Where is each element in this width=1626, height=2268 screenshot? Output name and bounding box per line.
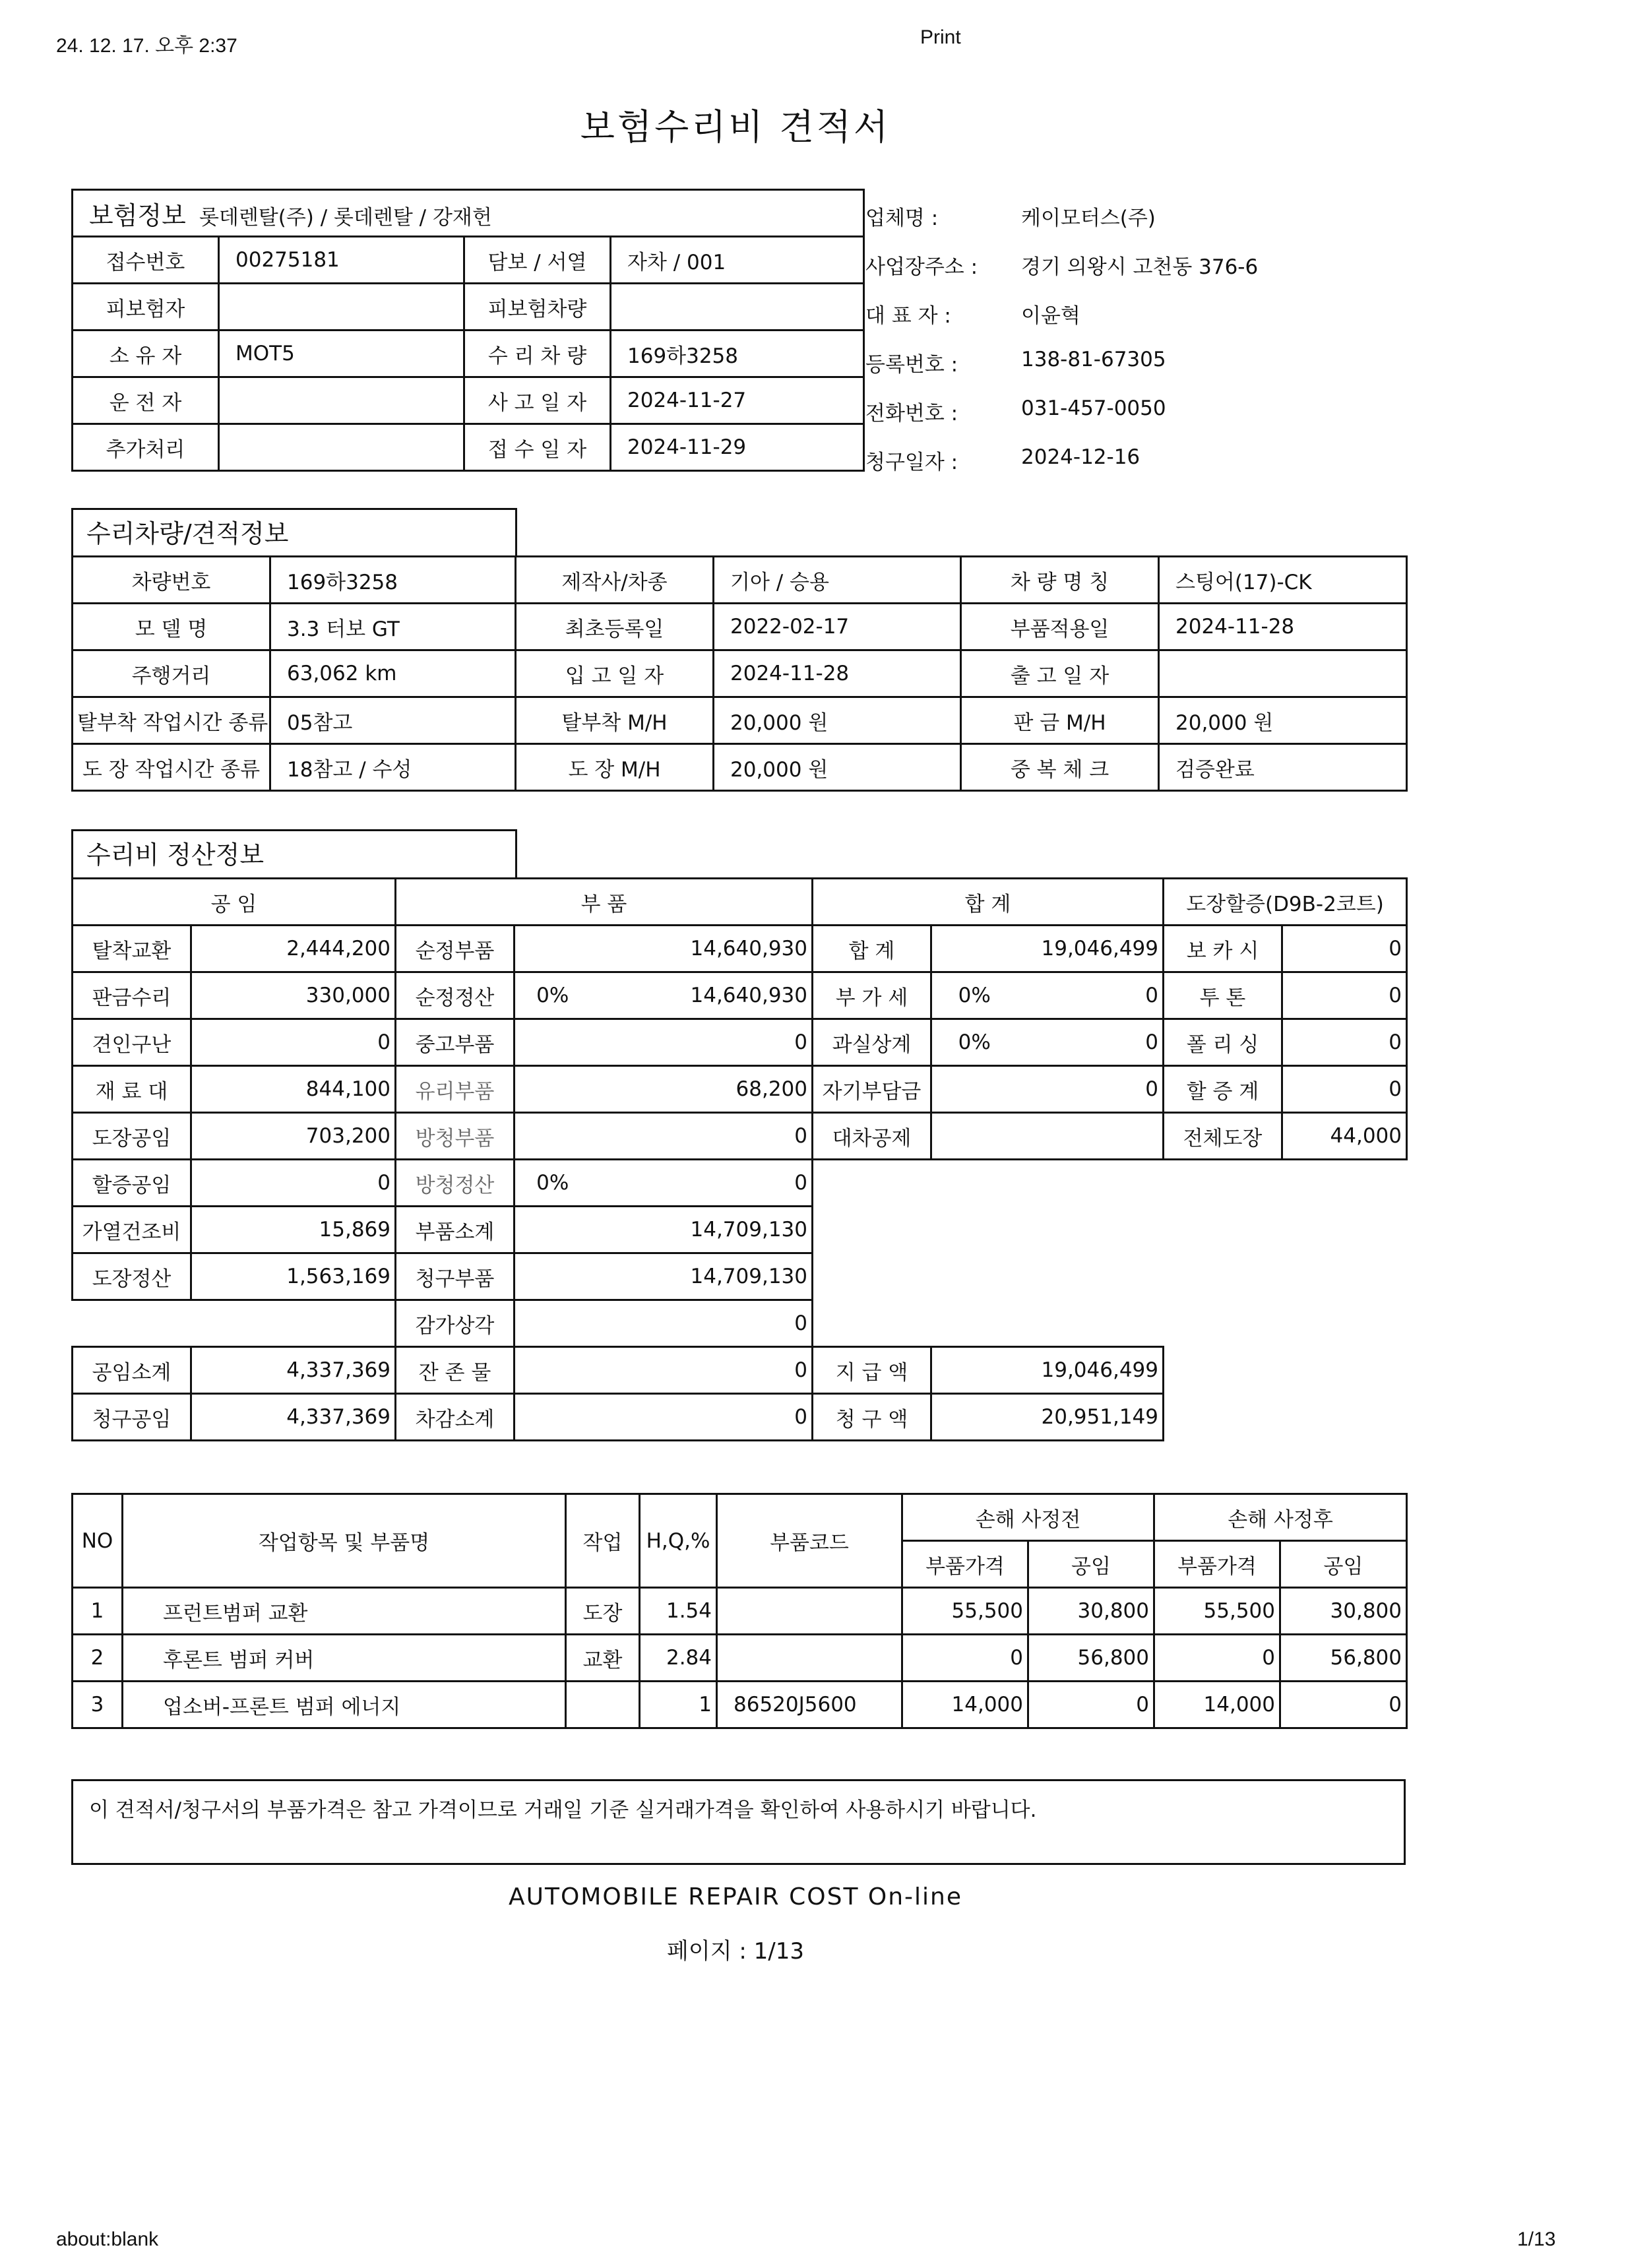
item-name: 후론트 범퍼 커버 (123, 1635, 566, 1682)
vehicle-field-value: 2024-11-28 (714, 650, 961, 697)
item-after-labor: 0 (1280, 1682, 1407, 1728)
settlement-labor-value (191, 1300, 396, 1347)
settlement-row (73, 1113, 1407, 1160)
item-hq: 2.84 (640, 1635, 717, 1682)
settlement-header-paint-surcharge: 도장할증(D9B-2코트) (1164, 879, 1407, 926)
vehicle-info-table (71, 555, 1408, 792)
item-hq: 1.54 (640, 1588, 717, 1635)
settlement-row (73, 1300, 1407, 1347)
settlement-parts-value: 0 (590, 1347, 813, 1394)
settlement-empty-cell (1164, 1300, 1282, 1347)
settlement-total-rate (931, 1394, 1017, 1441)
settlement-parts-rate (515, 1394, 590, 1441)
vehicle-section-title: 수리차량/견적정보 (71, 508, 517, 557)
settlement-parts-rate (515, 1300, 590, 1347)
settlement-labor-value: 4,337,369 (191, 1394, 396, 1441)
settlement-empty-cell (931, 1253, 1017, 1300)
business-info-value: 경기 의왕시 고천동 376-6 (1021, 255, 1259, 279)
business-info-label: 전화번호 : (865, 402, 958, 425)
settlement-total-value: 19,046,499 (1017, 926, 1164, 972)
vehicle-row (73, 604, 1407, 650)
insurance-field-value (611, 284, 864, 331)
item-no: 3 (73, 1682, 123, 1728)
item-after-part-price: 14,000 (1154, 1682, 1280, 1728)
item-code: 86520J5600 (717, 1682, 902, 1728)
print-timestamp: 24. 12. 17. 오후 2:37 (56, 35, 237, 57)
settlement-empty-cell (1282, 1160, 1407, 1207)
item-before-part-price: 0 (902, 1635, 1028, 1682)
vehicle-row (73, 557, 1407, 604)
settlement-empty-cell (1017, 1207, 1164, 1253)
insurance-field-value: 169하3258 (611, 331, 864, 377)
settlement-total-label: 지 급 액 (813, 1347, 931, 1394)
settlement-labor-label: 도장정산 (73, 1253, 191, 1300)
insurance-field-value (219, 377, 464, 424)
items-header-before: 손해 사정전 (902, 1494, 1154, 1541)
settlement-empty-cell (1164, 1253, 1282, 1300)
settlement-empty-cell (931, 1300, 1017, 1347)
settlement-total-label: 과실상계 (813, 1019, 931, 1066)
settlement-parts-value: 0 (590, 1113, 813, 1160)
vehicle-field-value: 05참고 (270, 697, 516, 744)
settlement-labor-value: 0 (191, 1160, 396, 1207)
settlement-total-rate (931, 1113, 1017, 1160)
settlement-parts-rate: 0% (515, 972, 590, 1019)
work-item-row (73, 1588, 1407, 1635)
settlement-total-value: 19,046,499 (1017, 1347, 1164, 1394)
settlement-parts-value: 14,709,130 (590, 1207, 813, 1253)
settlement-paint-value: 0 (1282, 926, 1407, 972)
settlement-labor-label: 청구공임 (73, 1394, 191, 1441)
settlement-paint-value: 0 (1282, 1066, 1407, 1113)
settlement-labor-label: 재 료 대 (73, 1066, 191, 1113)
settlement-labor-label (73, 1300, 191, 1347)
insurance-field-value: 00275181 (219, 237, 464, 284)
settlement-empty-cell (1282, 1207, 1407, 1253)
settlement-parts-rate: 0% (515, 1160, 590, 1207)
settlement-empty-cell (1017, 1253, 1164, 1300)
settlement-empty-cell (1282, 1394, 1407, 1441)
settlement-parts-rate (515, 926, 590, 972)
settlement-labor-value: 0 (191, 1019, 396, 1066)
settlement-paint-label: 할 증 계 (1164, 1066, 1282, 1113)
settlement-parts-label: 순정정산 (396, 972, 515, 1019)
settlement-parts-rate (515, 1113, 590, 1160)
item-no: 2 (73, 1635, 123, 1682)
settlement-total-rate: 0% (931, 1019, 1017, 1066)
vehicle-field-value: 20,000 원 (714, 744, 961, 791)
items-header-code: 부품코드 (717, 1494, 902, 1588)
settlement-paint-value: 0 (1282, 972, 1407, 1019)
settlement-paint-label: 투 톤 (1164, 972, 1282, 1019)
settlement-total-value: 0 (1017, 972, 1164, 1019)
business-info-label: 등록번호 : (865, 353, 958, 377)
settlement-parts-value: 68,200 (590, 1066, 813, 1113)
vehicle-row (73, 650, 1407, 697)
item-name: 프런트범퍼 교환 (123, 1588, 566, 1635)
settlement-empty-cell (1017, 1160, 1164, 1207)
vehicle-field-label: 탈부착 작업시간 종류 (73, 697, 270, 744)
settlement-parts-label: 청구부품 (396, 1253, 515, 1300)
settlement-section-title: 수리비 정산정보 (71, 829, 517, 879)
settlement-row (73, 1394, 1407, 1441)
item-after-part-price: 55,500 (1154, 1588, 1280, 1635)
settlement-empty-cell (1164, 1160, 1282, 1207)
business-info-value: 2024-12-16 (1021, 445, 1141, 469)
settlement-labor-label: 공임소계 (73, 1347, 191, 1394)
settlement-empty-cell (813, 1300, 931, 1347)
item-after-labor: 30,800 (1280, 1588, 1407, 1635)
settlement-row (73, 1019, 1407, 1066)
item-work: 도장 (566, 1588, 640, 1635)
business-info-value: 031-457-0050 (1021, 396, 1166, 420)
work-item-row (73, 1682, 1407, 1728)
item-no: 1 (73, 1588, 123, 1635)
items-header-no: NO (73, 1494, 123, 1588)
settlement-row (73, 1347, 1407, 1394)
settlement-total-value: 20,951,149 (1017, 1394, 1164, 1441)
settlement-parts-rate (515, 1066, 590, 1113)
item-before-labor: 0 (1028, 1682, 1154, 1728)
settlement-parts-rate (515, 1253, 590, 1300)
vehicle-field-label: 제작사/차종 (516, 557, 714, 604)
insurance-field-label: 피보험차량 (464, 284, 611, 331)
settlement-labor-label: 할증공임 (73, 1160, 191, 1207)
settlement-parts-label: 부품소계 (396, 1207, 515, 1253)
settlement-parts-value: 0 (590, 1394, 813, 1441)
settlement-labor-label: 탈착교환 (73, 926, 191, 972)
insurance-field-value (219, 284, 464, 331)
item-work (566, 1682, 640, 1728)
settlement-parts-label: 중고부품 (396, 1019, 515, 1066)
settlement-parts-rate (515, 1347, 590, 1394)
settlement-parts-value: 14,709,130 (590, 1253, 813, 1300)
print-url: about:blank (56, 2228, 159, 2250)
settlement-parts-value: 0 (590, 1160, 813, 1207)
settlement-total-label: 자기부담금 (813, 1066, 931, 1113)
vehicle-field-label: 주행거리 (73, 650, 270, 697)
settlement-parts-rate (515, 1019, 590, 1066)
settlement-row (73, 926, 1407, 972)
settlement-empty-cell (1164, 1347, 1282, 1394)
items-header-before-part-price: 부품가격 (902, 1541, 1028, 1588)
print-title: Print (920, 26, 961, 48)
settlement-paint-value: 44,000 (1282, 1113, 1407, 1160)
price-notice: 이 견적서/청구서의 부품가격은 참고 가격이므로 거래일 기준 실거래가격을 확인하여 사용하시기 바랍니다. (71, 1779, 1406, 1865)
insurance-field-label: 운 전 자 (73, 377, 219, 424)
settlement-empty-cell (931, 1160, 1017, 1207)
insurance-row (73, 424, 864, 471)
settlement-total-rate: 0% (931, 972, 1017, 1019)
settlement-total-rate (931, 1347, 1017, 1394)
insurance-field-label: 추가처리 (73, 424, 219, 471)
settlement-empty-cell (1282, 1253, 1407, 1300)
settlement-empty-cell (1282, 1347, 1407, 1394)
settlement-labor-label: 도장공임 (73, 1113, 191, 1160)
vehicle-field-label: 출 고 일 자 (961, 650, 1159, 697)
settlement-empty-cell (931, 1207, 1017, 1253)
page-number: 페이지 : 1/13 (667, 1938, 804, 1965)
system-name: AUTOMOBILE REPAIR COST On-line (509, 1883, 962, 1910)
items-header-hq: H,Q,% (640, 1494, 717, 1588)
settlement-paint-label: 폴 리 싱 (1164, 1019, 1282, 1066)
insurance-info-header (73, 190, 864, 237)
insurance-field-value: 2024-11-27 (611, 377, 864, 424)
vehicle-field-value: 20,000 원 (1159, 697, 1407, 744)
insurance-field-label: 피보험자 (73, 284, 219, 331)
vehicle-field-value: 63,062 km (270, 650, 516, 697)
settlement-empty-cell (1164, 1394, 1282, 1441)
settlement-total-label: 합 계 (813, 926, 931, 972)
items-header-before-labor: 공임 (1028, 1541, 1154, 1588)
vehicle-row (73, 697, 1407, 744)
business-info-value: 이윤혁 (1021, 304, 1080, 328)
settlement-labor-label: 가열건조비 (73, 1207, 191, 1253)
insurance-field-label: 접수번호 (73, 237, 219, 284)
business-info-label: 업체명 : (865, 206, 939, 230)
settlement-labor-label: 견인구난 (73, 1019, 191, 1066)
vehicle-field-value: 3.3 터보 GT (270, 604, 516, 650)
settlement-total-rate (931, 1066, 1017, 1113)
settlement-header-labor: 공 임 (73, 879, 396, 926)
insurance-field-label: 소 유 자 (73, 331, 219, 377)
insurance-row (73, 284, 864, 331)
insurance-row (73, 377, 864, 424)
insurance-field-label: 담보 / 서열 (464, 237, 611, 284)
insurance-info-label: 보험정보 (89, 201, 186, 230)
vehicle-field-value (1159, 650, 1407, 697)
settlement-total-value: 0 (1017, 1066, 1164, 1113)
settlement-header-total: 합 계 (813, 879, 1164, 926)
insurance-field-label: 사 고 일 자 (464, 377, 611, 424)
settlement-parts-value: 14,640,930 (590, 926, 813, 972)
insurance-company: 롯데렌탈(주) / 롯데렌탈 / 강재헌 (199, 205, 492, 230)
item-name: 업소버-프론트 범퍼 에너지 (123, 1682, 566, 1728)
settlement-labor-value: 15,869 (191, 1207, 396, 1253)
item-hq: 1 (640, 1682, 717, 1728)
settlement-labor-value: 4,337,369 (191, 1347, 396, 1394)
vehicle-field-label: 차량번호 (73, 557, 270, 604)
settlement-total-value (1017, 1113, 1164, 1160)
vehicle-field-label: 모 델 명 (73, 604, 270, 650)
vehicle-field-label: 탈부착 M/H (516, 697, 714, 744)
settlement-paint-value: 0 (1282, 1019, 1407, 1066)
settlement-total-label: 부 가 세 (813, 972, 931, 1019)
vehicle-field-value: 기아 / 승용 (714, 557, 961, 604)
vehicle-field-value: 검증완료 (1159, 744, 1407, 791)
settlement-parts-label: 잔 존 물 (396, 1347, 515, 1394)
insurance-field-value (219, 424, 464, 471)
settlement-parts-label: 차감소계 (396, 1394, 515, 1441)
insurance-field-value: 2024-11-29 (611, 424, 864, 471)
business-info-value: 케이모터스(주) (1021, 206, 1156, 230)
settlement-parts-value: 0 (590, 1019, 813, 1066)
settlement-labor-value: 844,100 (191, 1066, 396, 1113)
item-code (717, 1588, 902, 1635)
settlement-empty-cell (1164, 1207, 1282, 1253)
item-before-labor: 30,800 (1028, 1588, 1154, 1635)
settlement-labor-value: 2,444,200 (191, 926, 396, 972)
vehicle-field-value: 2024-11-28 (1159, 604, 1407, 650)
items-header-after: 손해 사정후 (1154, 1494, 1407, 1541)
items-header-after-labor: 공임 (1280, 1541, 1407, 1588)
settlement-parts-label: 방청부품 (396, 1113, 515, 1160)
item-before-part-price: 14,000 (902, 1682, 1028, 1728)
settlement-row (73, 1253, 1407, 1300)
business-info-label: 사업장주소 : (865, 255, 978, 279)
insurance-field-label: 접 수 일 자 (464, 424, 611, 471)
vehicle-field-value: 169하3258 (270, 557, 516, 604)
settlement-parts-rate (515, 1207, 590, 1253)
item-work: 교환 (566, 1635, 640, 1682)
settlement-row (73, 1160, 1407, 1207)
insurance-row (73, 331, 864, 377)
business-info-value: 138-81-67305 (1021, 348, 1166, 371)
settlement-total-rate (931, 926, 1017, 972)
settlement-empty-cell (813, 1253, 931, 1300)
insurance-field-value: 자차 / 001 (611, 237, 864, 284)
settlement-parts-value: 0 (590, 1300, 813, 1347)
settlement-total-label: 대차공제 (813, 1113, 931, 1160)
settlement-paint-label: 보 카 시 (1164, 926, 1282, 972)
settlement-paint-label: 전체도장 (1164, 1113, 1282, 1160)
settlement-labor-value: 330,000 (191, 972, 396, 1019)
settlement-table (71, 877, 1408, 1441)
document-title: 보험수리비 견적서 (580, 106, 891, 148)
vehicle-field-value: 18참고 / 수성 (270, 744, 516, 791)
settlement-row (73, 972, 1407, 1019)
insurance-row (73, 237, 864, 284)
settlement-labor-label: 판금수리 (73, 972, 191, 1019)
items-header-name: 작업항목 및 부품명 (123, 1494, 566, 1588)
settlement-row (73, 1066, 1407, 1113)
business-info-label: 청구일자 : (865, 451, 958, 474)
item-after-part-price: 0 (1154, 1635, 1280, 1682)
vehicle-field-value: 2022-02-17 (714, 604, 961, 650)
insurance-field-label: 수 리 차 량 (464, 331, 611, 377)
settlement-empty-cell (1282, 1300, 1407, 1347)
settlement-parts-label: 방청정산 (396, 1160, 515, 1207)
settlement-labor-value: 1,563,169 (191, 1253, 396, 1300)
business-info-label: 대 표 자 : (865, 304, 951, 328)
settlement-empty-cell (1017, 1300, 1164, 1347)
settlement-empty-cell (813, 1160, 931, 1207)
settlement-empty-cell (813, 1207, 931, 1253)
settlement-total-label: 청 구 액 (813, 1394, 931, 1441)
item-before-part-price: 55,500 (902, 1588, 1028, 1635)
item-code (717, 1635, 902, 1682)
settlement-parts-label: 감가상각 (396, 1300, 515, 1347)
vehicle-field-label: 도 장 M/H (516, 744, 714, 791)
vehicle-field-label: 도 장 작업시간 종류 (73, 744, 270, 791)
settlement-parts-value: 14,640,930 (590, 972, 813, 1019)
insurance-field-value: MOT5 (219, 331, 464, 377)
vehicle-field-label: 부품적용일 (961, 604, 1159, 650)
items-header-after-part-price: 부품가격 (1154, 1541, 1280, 1588)
vehicle-field-label: 최초등록일 (516, 604, 714, 650)
vehicle-field-value: 20,000 원 (714, 697, 961, 744)
vehicle-field-label: 입 고 일 자 (516, 650, 714, 697)
vehicle-field-label: 차 량 명 칭 (961, 557, 1159, 604)
vehicle-field-label: 판 금 M/H (961, 697, 1159, 744)
settlement-parts-label: 유리부품 (396, 1066, 515, 1113)
print-page-count: 1/13 (1517, 2228, 1556, 2250)
settlement-parts-label: 순정부품 (396, 926, 515, 972)
item-before-labor: 56,800 (1028, 1635, 1154, 1682)
settlement-header-parts: 부 품 (396, 879, 813, 926)
settlement-total-value: 0 (1017, 1019, 1164, 1066)
vehicle-field-label: 중 복 체 크 (961, 744, 1159, 791)
vehicle-field-value: 스팅어(17)-CK (1159, 557, 1407, 604)
work-item-row (73, 1635, 1407, 1682)
vehicle-row (73, 744, 1407, 791)
work-items-table (71, 1493, 1408, 1729)
insurance-info-table (71, 189, 865, 472)
settlement-labor-value: 703,200 (191, 1113, 396, 1160)
items-header-work: 작업 (566, 1494, 640, 1588)
item-after-labor: 56,800 (1280, 1635, 1407, 1682)
settlement-row (73, 1207, 1407, 1253)
